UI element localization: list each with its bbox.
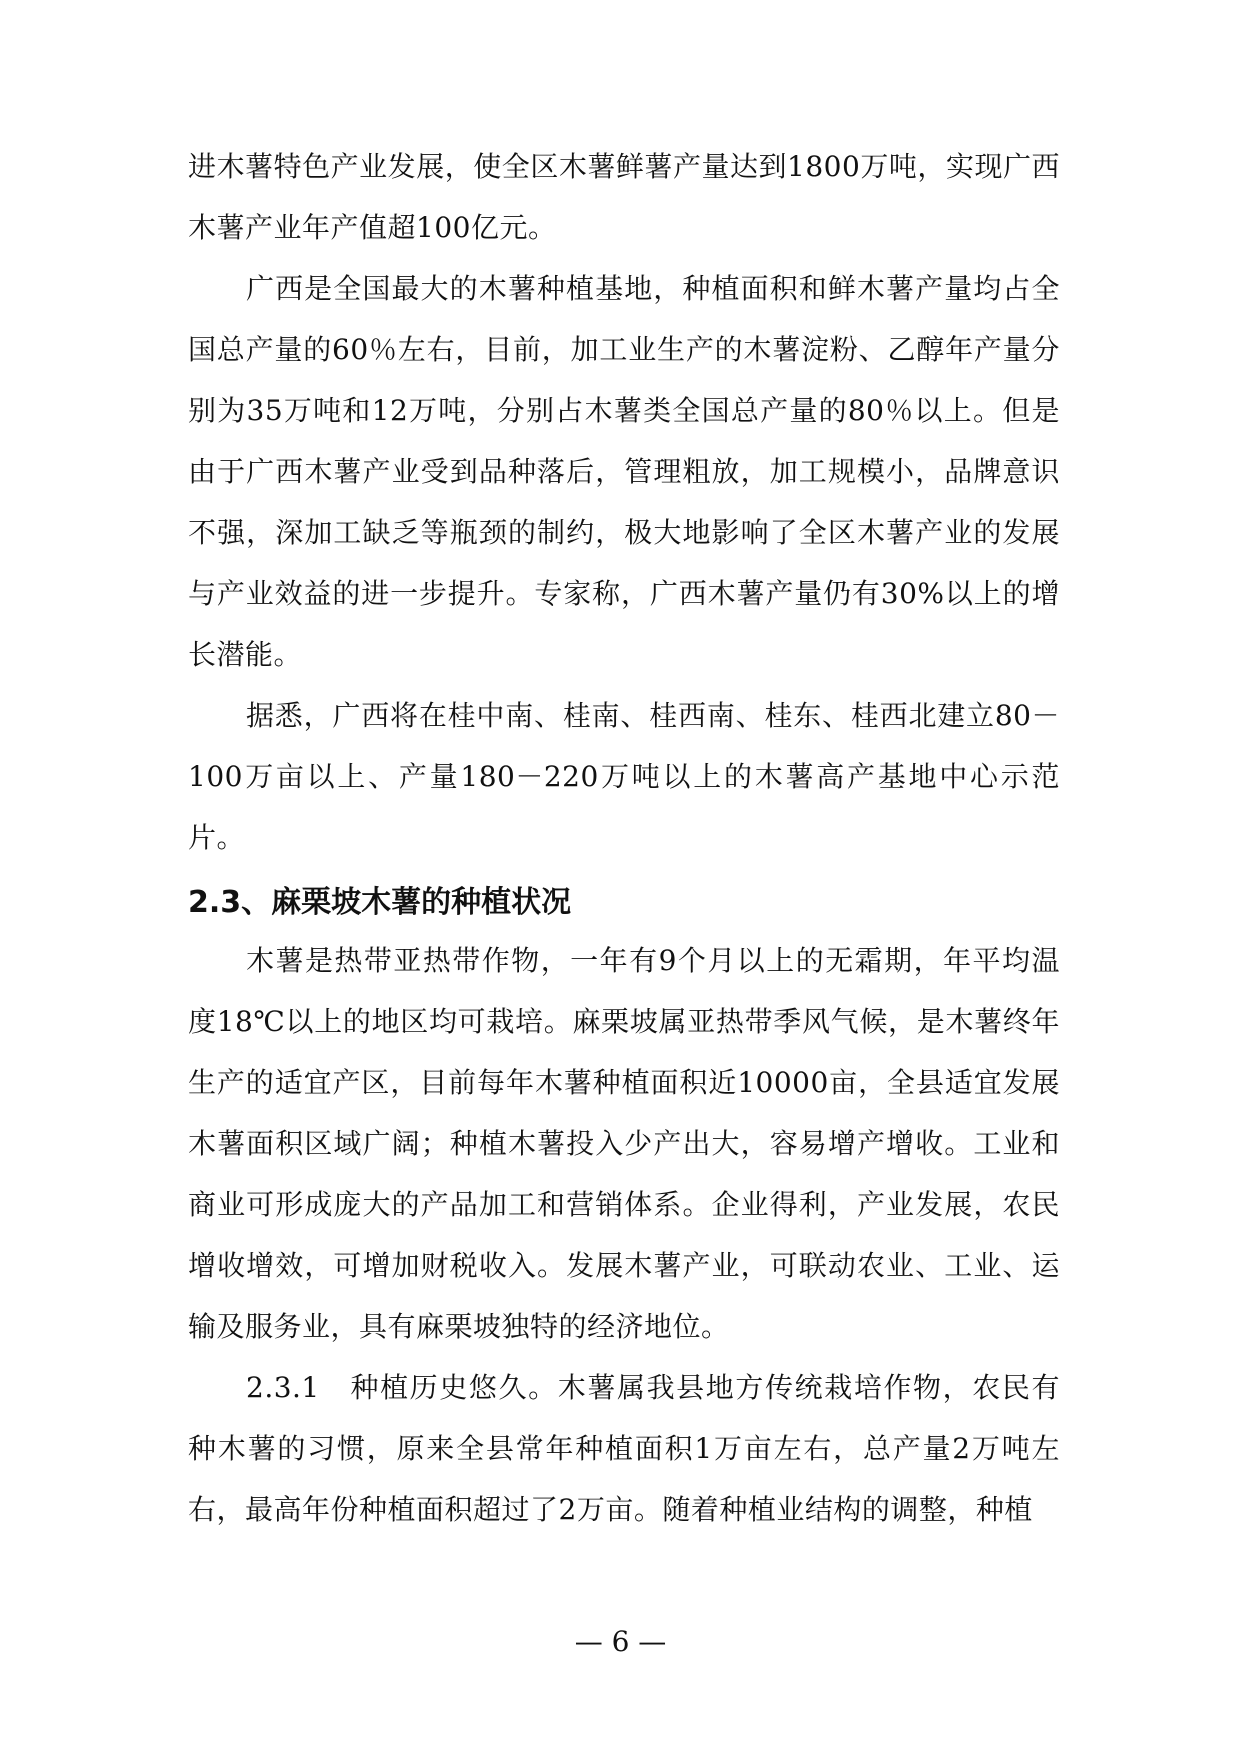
body-text-bottom (188, 930, 1060, 1540)
page-number: — 6 — (574, 1625, 667, 1658)
paragraph: 进木薯特色产业发展，使全区木薯鲜薯产量达到1800万吨，实现广西木薯产业年产值超100亿元。 (188, 150, 1060, 244)
section-heading: 2.3、麻栗坡木薯的种植状况 (188, 885, 572, 920)
paragraph: 据悉，广西将在桂中南、桂南、桂西南、桂东、桂西北建立80－100万亩以上、产量180－220万吨以上的木薯高产基地中心示范片。 (188, 699, 1060, 854)
paragraph: 木薯是热带亚热带作物，一年有9个月以上的无霜期，年平均温度18℃以上的地区均可栽培。麻栗坡属亚热带季风气候，是木薯终年生产的适宜产区，目前每年木薯种植面积近10000亩，全县适宜发展木薯面积区域广阔；种植木薯投入少产出大，容易增产增收。工业和商业可形成庞大的产品加工和营销体系。企业得利，产业发展，农民增收增效，可增加财税收入。发展木薯产业，可联动农业、工业、运输及服务业，具有麻栗坡独特的经济地位。 (188, 944, 1060, 1343)
paragraph: 广西是全国最大的木薯种植基地，种植面积和鲜木薯产量均占全国总产量的60％左右，目前，加工业生产的木薯淀粉、乙醇年产量分别为35万吨和12万吨，分别占木薯类全国总产量的80％以上。但是由于广西木薯产业受到品种落后，管理粗放，加工规模小，品牌意识不强，深加工缺乏等瓶颈的制约，极大地影响了全区木薯产业的发展与产业效益的进一步提升。专家称，广西木薯产量仍有30%以上的增长潜能。 (188, 272, 1060, 671)
paragraph: 2.3.1 种植历史悠久。木薯属我县地方传统栽培作物，农民有种木薯的习惯，原来全县常年种植面积1万亩左右，总产量2万吨左右，最高年份种植面积超过了2万亩。随着种植业结构的调整，种植 (188, 1371, 1060, 1526)
body-text-top (188, 136, 1060, 868)
